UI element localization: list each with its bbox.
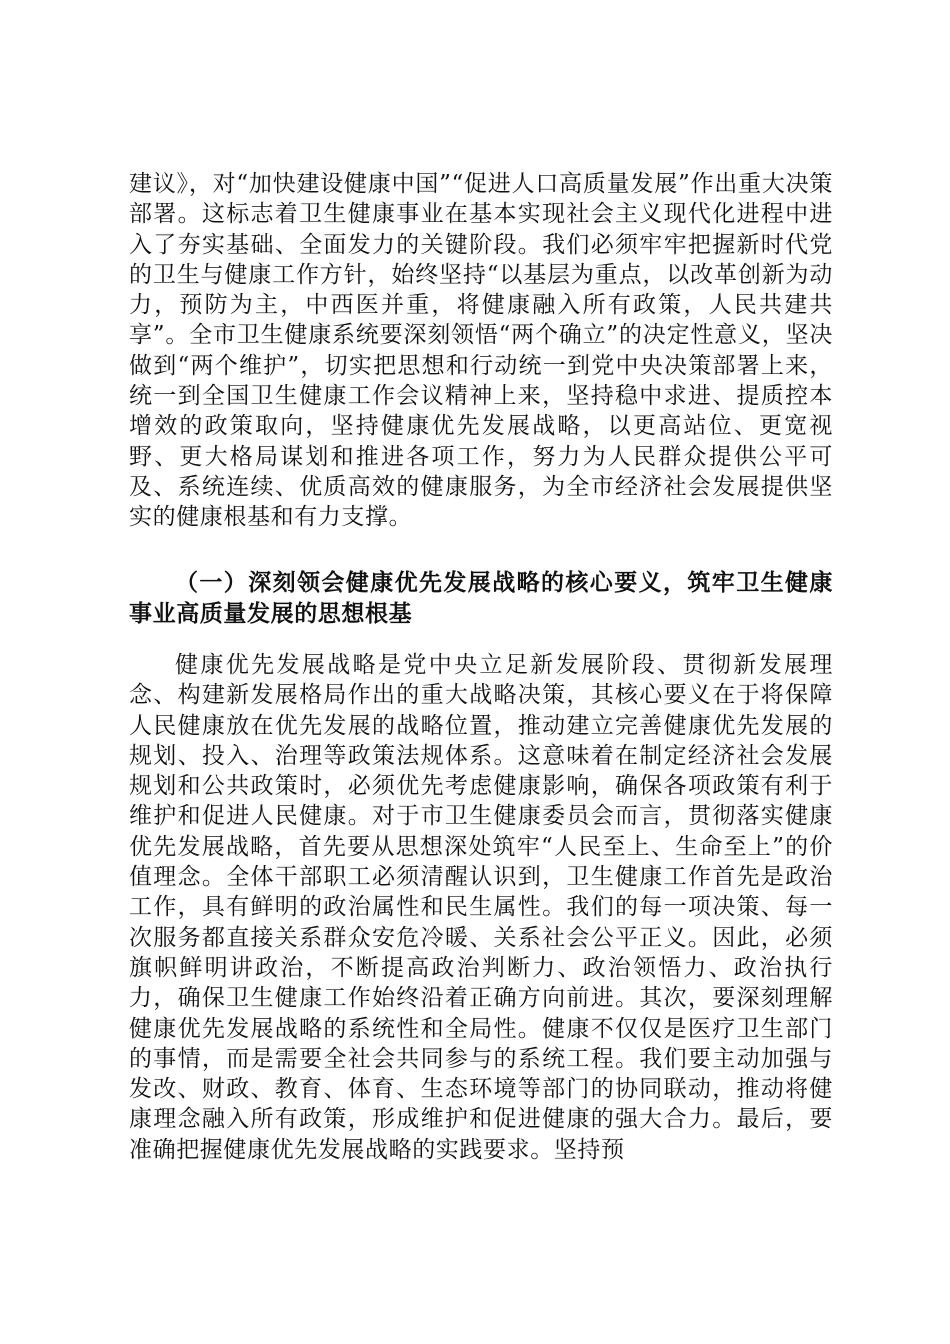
body-paragraph-1: 建议》，对“加快建设健康中国”“促进人口高质量发展”作出重大决策部署。这标志着卫生健康事业在基本实现社会主义现代化进程中进入了夯实基础、全面发力的关键阶段。我们必须牢牢把握新时代党的卫生与健康工作方针，始终坚持“以基层为重点，以改革创新为动力，预防为主，中西医并重，将健康融入所有政策，人民共建共享”。全市卫生健康系统要深刻领悟“两个确立”的决定性意义，坚决做到“两个维护”，切实把思想和行动统一到党中央决策部署上来，统一到全国卫生健康工作会议精神上来，坚持稳中求进、提质控本增效的政策取向，坚持健康优先发展战略，以更高站位、更宽视野、更大格局谋划和推进各项工作，努力为人民群众提供公平可及、系统连续、优质高效的健康服务，为全市经济社会发展提供坚实的健康根基和有力支撑。 bbox=[129, 171, 833, 531]
document-page bbox=[129, 0, 833, 1344]
section-heading: （一）深刻领会健康优先发展战略的核心要义，筑牢卫生健康事业高质量发展的思想根基 bbox=[129, 570, 833, 627]
body-paragraph-2: 健康优先发展战略是党中央立足新发展阶段、贯彻新发展理念、构建新发展格局作出的重大战略决策，其核心要义在于将保障人民健康放在优先发展的战略位置，推动建立完善健康优先发展的规划、投入、治理等政策法规体系。这意味着在制定经济社会发展规划和公共政策时，必须优先考虑健康影响，确保各项政策有利于维护和促进人民健康。对于市卫生健康委员会而言，贯彻落实健康优先发展战略，首先要从思想深处筑牢“人民至上、生命至上”的价值理念。全体干部职工必须清醒认识到，卫生健康工作首先是政治工作，具有鲜明的政治属性和民生属性。我们的每一项决策、每一次服务都直接关系群众安危冷暖、关系社会公平正义。因此，必须旗帜鲜明讲政治，不断提高政治判断力、政治领悟力、政治执行力，确保卫生健康工作始终沿着正确方向前进。其次，要深刻理解健康优先发展战略的系统性和全局性。健康不仅仅是医疗卫生部门的事情，而是需要全社会共同参与的系统工程。我们要主动加强与发改、财政、教育、体育、生态环境等部门的协同联动，推动将健康理念融入所有政策，形成维护和促进健康的强大合力。最后，要准确把握健康优先发展战略的实践要求。坚持预 bbox=[129, 652, 833, 1163]
